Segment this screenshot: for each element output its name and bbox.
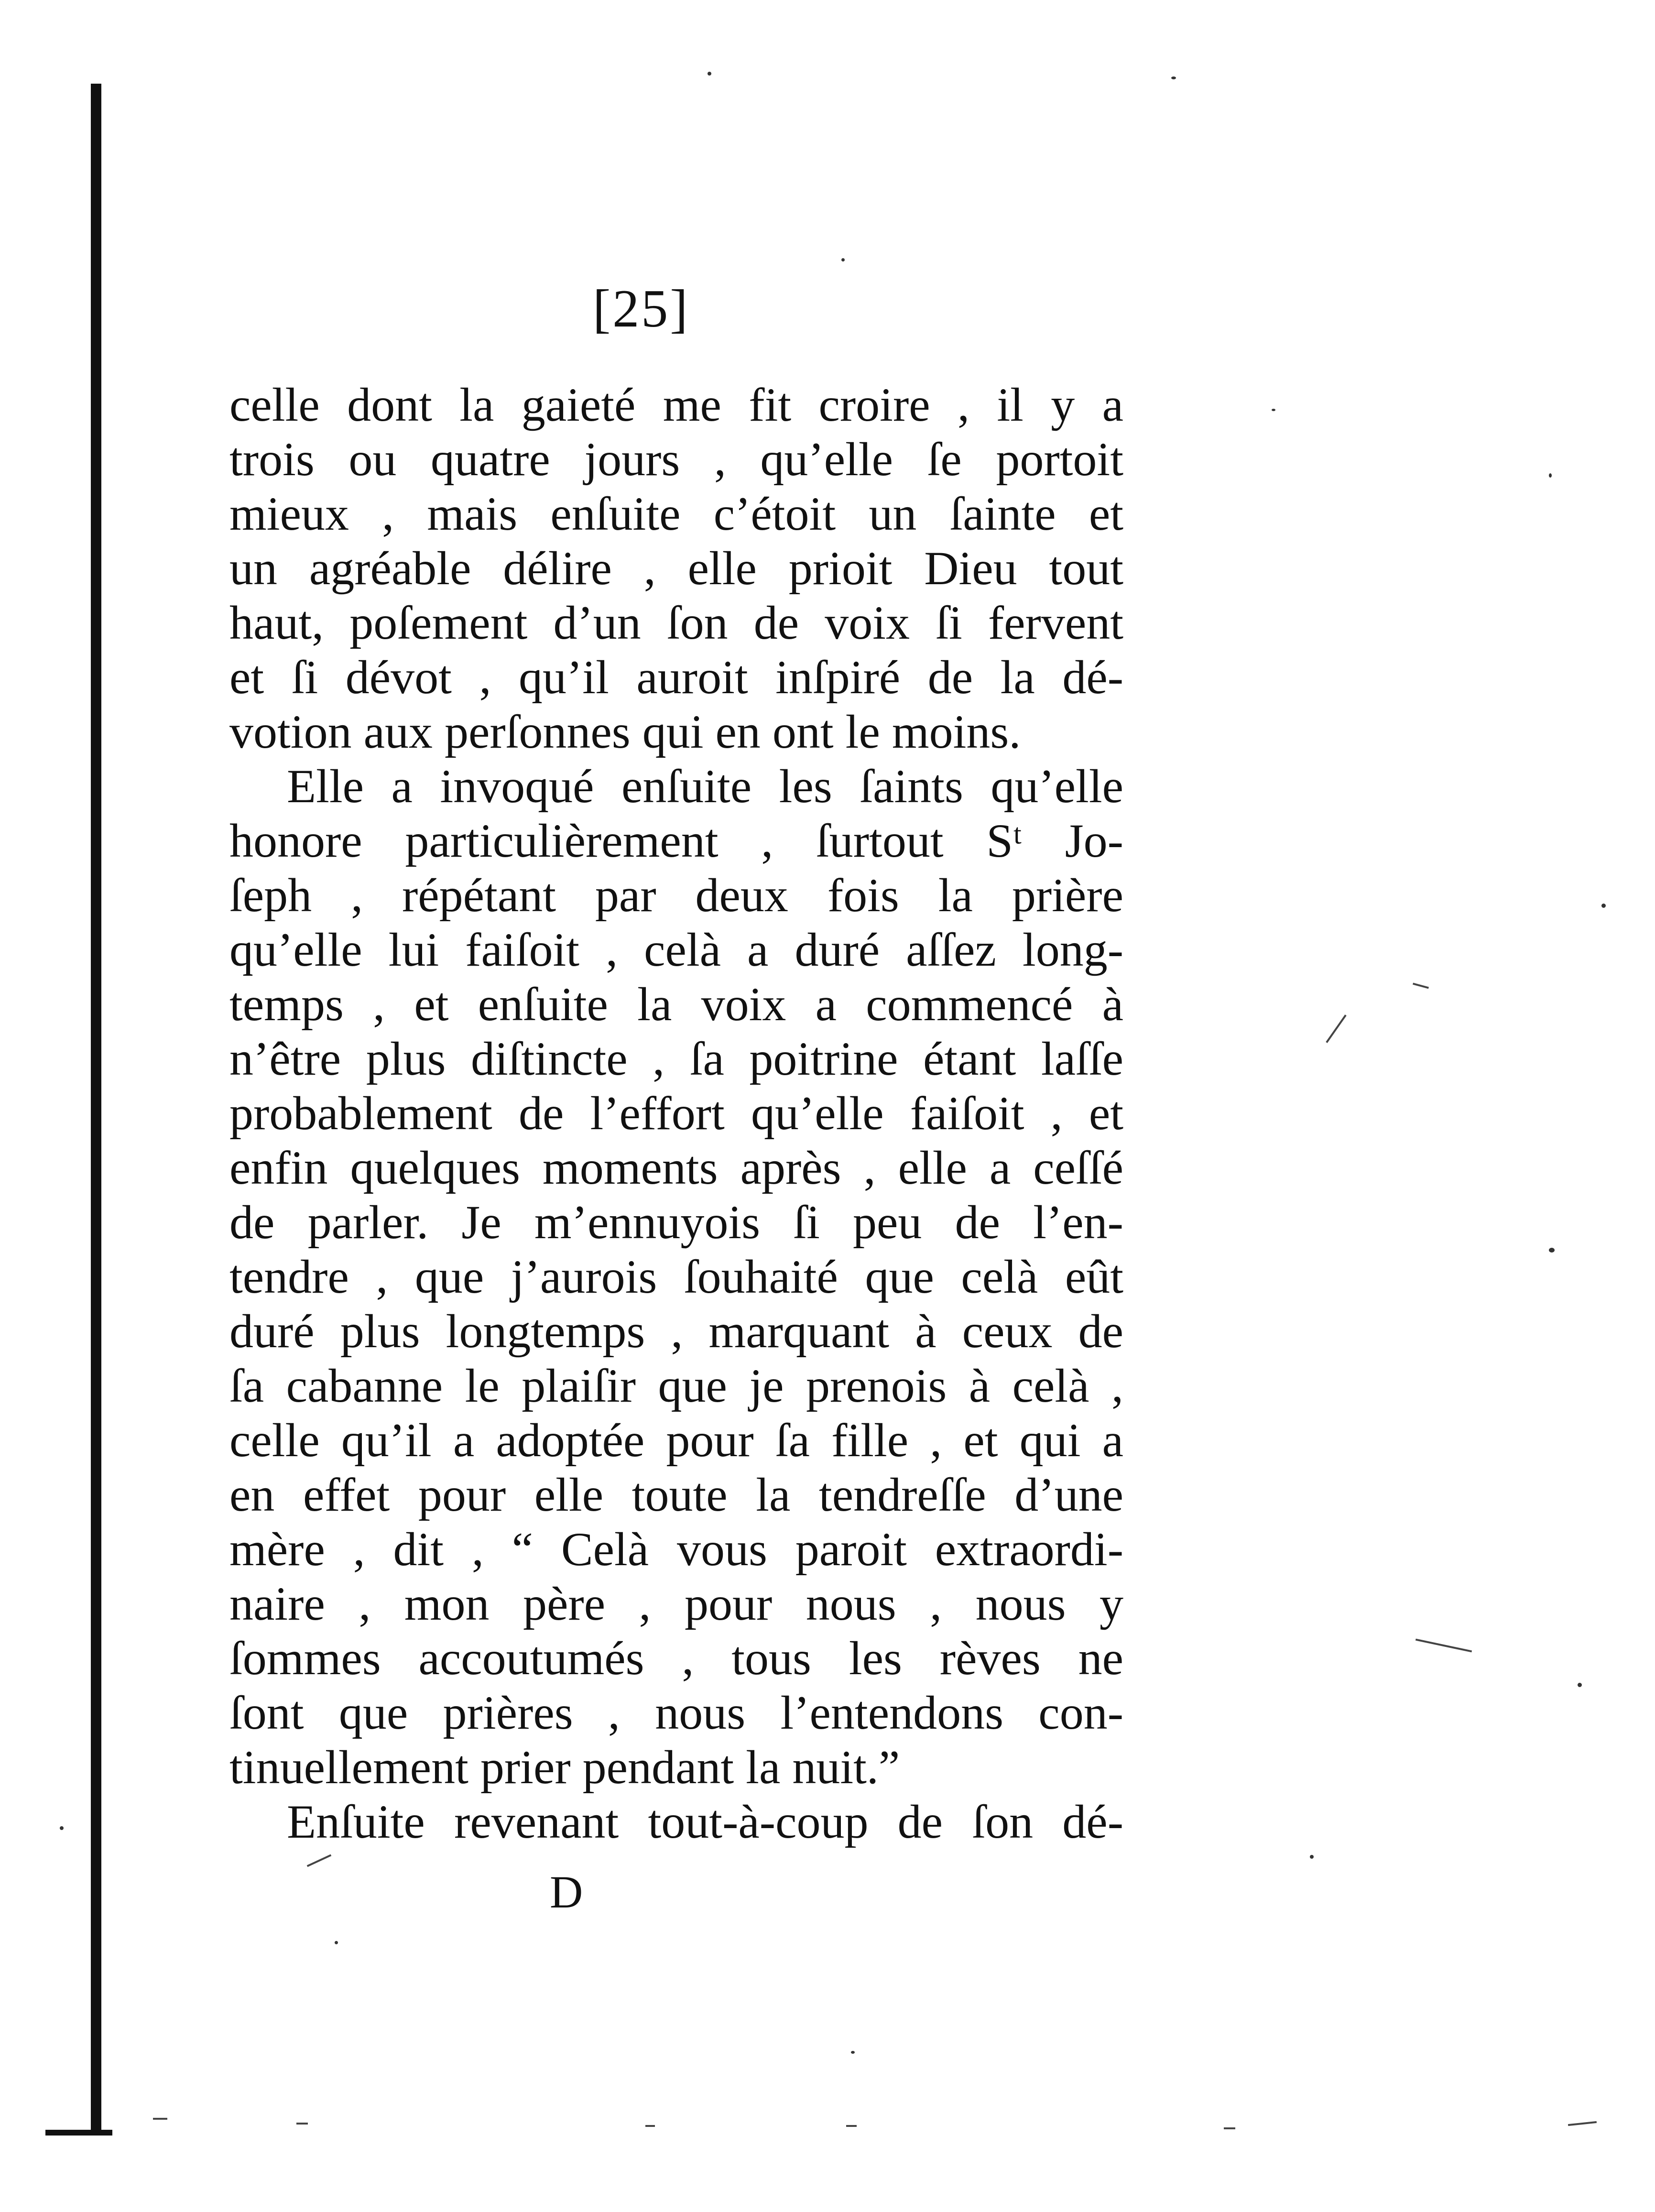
scan-mark	[307, 1854, 332, 1867]
text-line: Enſuite revenant tout-à-coup de ſon dé-	[287, 1795, 1123, 1848]
text-line: et ſi dévot , qu’il auroit inſpiré de la dé-	[229, 651, 1123, 704]
text-line: de parler. Je m’ennuyois ſi peu de l’en-	[229, 1196, 1123, 1249]
scan-mark	[1415, 1639, 1472, 1653]
scan-speck	[1272, 409, 1275, 411]
text-line: enfin quelques moments après , elle a ceſſé	[229, 1141, 1123, 1194]
text-line: n’être plus diſtincte , ſa poitrine étant laſſe	[229, 1032, 1123, 1085]
scan-mark	[1224, 2127, 1235, 2129]
scan-mark	[153, 2118, 167, 2120]
text-line: honore particulièrement , ſurtout Sᵗ Jo-	[229, 814, 1123, 867]
text-line: votion aux perſonnes qui en ont le moins.	[229, 705, 1021, 758]
scan-speck	[841, 258, 845, 262]
scan-speck	[335, 1941, 338, 1944]
scan-speck	[1578, 1683, 1582, 1687]
page-number: [25]	[593, 279, 690, 338]
text-line: naire , mon père , pour nous , nous y	[229, 1577, 1123, 1630]
text-line: celle qu’il a adoptée pour ſa fille , et qui a	[229, 1414, 1123, 1467]
text-line: haut, poſement d’un ſon de voix ſi fervent	[229, 596, 1123, 649]
text-line: celle dont la gaieté me fit croire , il y a	[229, 378, 1123, 431]
text-line: mieux , mais enſuite c’étoit un ſainte et	[229, 487, 1123, 540]
text-line: ſommes accoutumés , tous les rèves ne	[229, 1632, 1123, 1685]
scan-speck	[1549, 1248, 1555, 1253]
text-line: duré plus longtemps , marquant à ceux de	[229, 1305, 1123, 1358]
scan-mark	[645, 2125, 655, 2127]
text-line: mère , dit , “ Celà vous paroit extraordi-	[229, 1523, 1123, 1576]
text-line: ſeph , répétant par deux fois la prière	[229, 869, 1123, 922]
scan-mark	[1326, 1014, 1346, 1043]
scan-speck	[708, 72, 711, 76]
scan-mark	[1413, 983, 1429, 989]
scan-speck	[1310, 1855, 1314, 1859]
text-line: ſa cabanne le plaiſir que je prenois à celà ,	[229, 1359, 1123, 1412]
scan-mark	[296, 2123, 308, 2125]
text-line: un agréable délire , elle prioit Dieu tout	[229, 542, 1123, 595]
text-line: probablement de l’effort qu’elle faiſoit , et	[229, 1087, 1123, 1140]
text-line: tendre , que j’aurois ſouhaité que celà eût	[229, 1250, 1123, 1303]
text-line: tinuellement prier pendant la nuit.”	[229, 1741, 900, 1794]
signature-mark: D	[550, 1866, 583, 1918]
scan-mark	[1568, 2121, 1597, 2126]
text-line: Elle a invoqué enſuite les ſaints qu’elle	[287, 760, 1123, 813]
text-line: en effet pour elle toute la tendreſſe d’une	[229, 1468, 1123, 1521]
binding-edge-shadow	[91, 84, 101, 2135]
scan-mark	[846, 2125, 857, 2127]
scan-speck	[60, 1826, 64, 1830]
text-line: ſont que prières , nous l’entendons con-	[229, 1686, 1123, 1739]
text-line: trois ou quatre jours , qu’elle ſe portoit	[229, 433, 1123, 486]
scan-speck	[1601, 904, 1606, 908]
scan-speck	[851, 2051, 855, 2054]
body-text	[229, 378, 1123, 1849]
scan-speck	[1549, 473, 1552, 478]
scan-speck	[1171, 76, 1176, 79]
text-line: qu’elle lui faiſoit , celà a duré aſſez long-	[229, 923, 1123, 976]
binding-edge-foot	[45, 2130, 112, 2136]
text-line: temps , et enſuite la voix a commencé à	[229, 978, 1123, 1031]
